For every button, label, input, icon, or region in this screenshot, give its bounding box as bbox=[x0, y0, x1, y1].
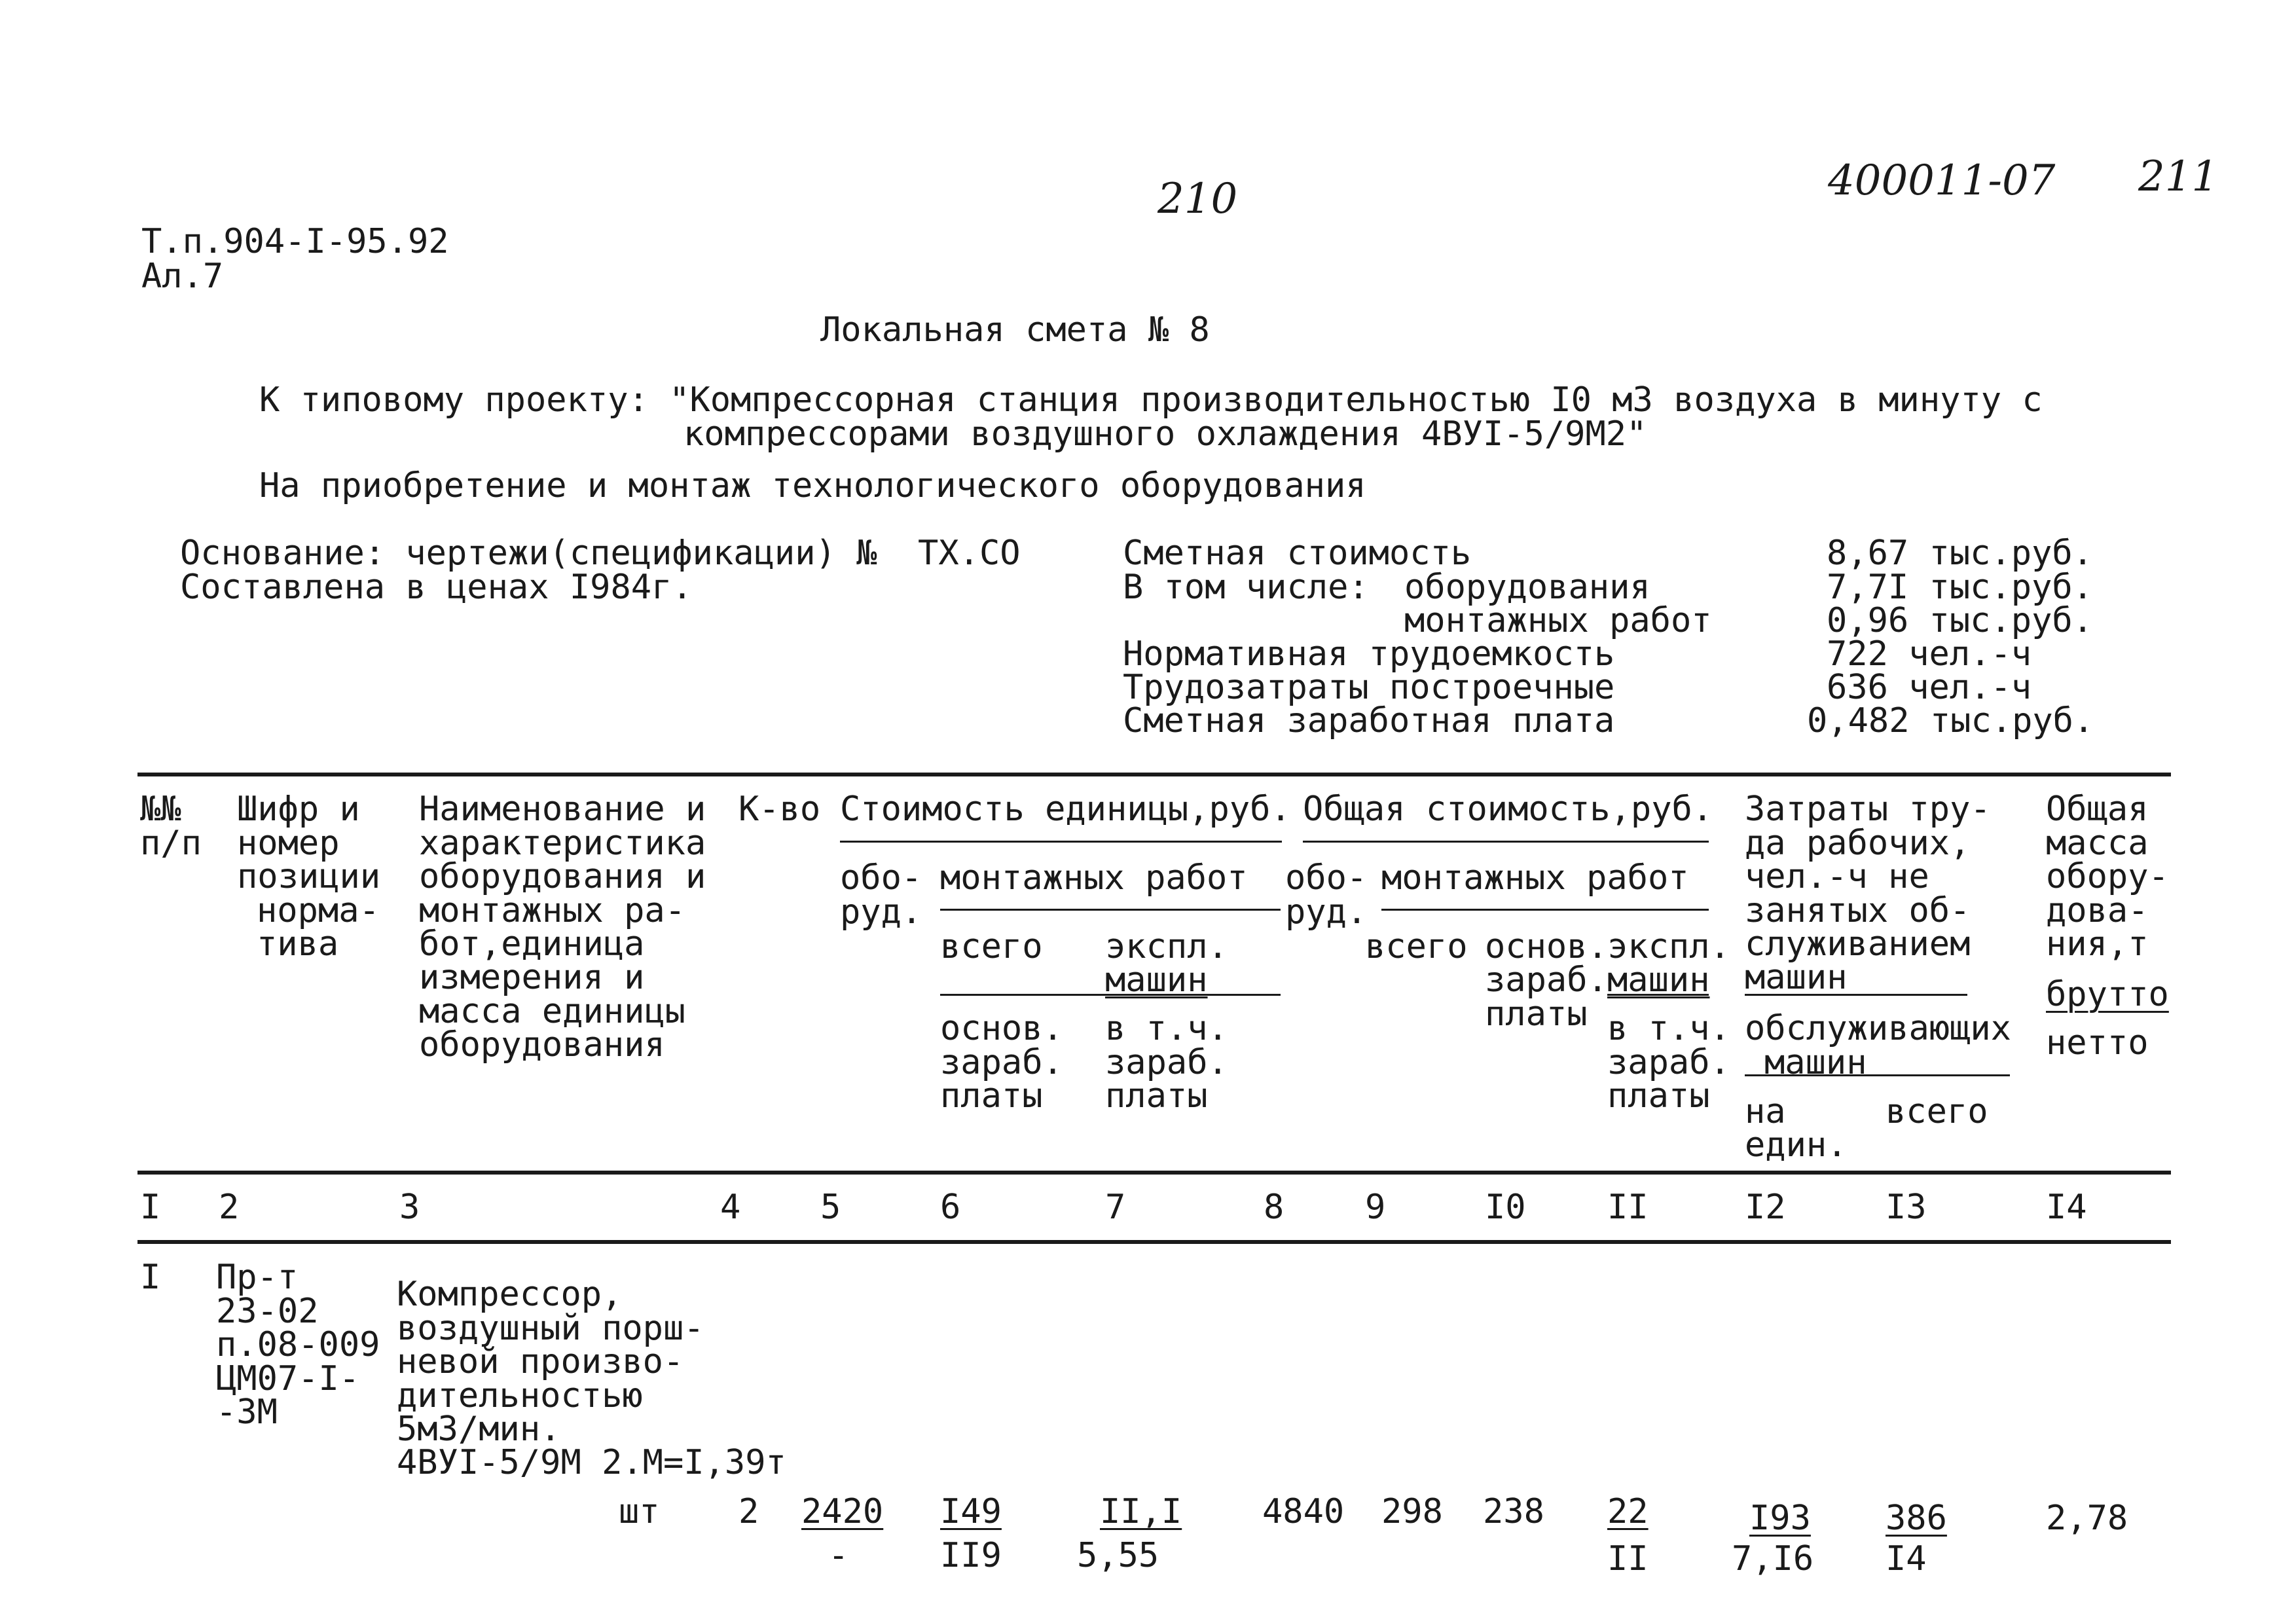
header-col3-line6: измерения и bbox=[419, 958, 645, 997]
header-exploit-1-line1: экспл. bbox=[1105, 927, 1228, 966]
summary-site-labor-value: 636 чел.-ч bbox=[1827, 668, 2032, 707]
summary-estimated-cost-value: 8,67 тыс.руб. bbox=[1827, 534, 2093, 573]
row-name-line6: 4ВУI-5/9М 2.М=I,39т bbox=[397, 1443, 786, 1482]
header-unit-cost: Стоимость единицы,руб. bbox=[840, 790, 1291, 829]
header-col2-line1: Шифр и bbox=[237, 790, 360, 829]
column-number-3: 3 bbox=[399, 1188, 420, 1227]
header-mass-line2: масса bbox=[2046, 824, 2149, 863]
row-code-line4: ЦМ07-I- bbox=[216, 1359, 360, 1398]
page-title: Локальная смета № 8 bbox=[820, 310, 1210, 350]
row-code-line5: -3М bbox=[216, 1393, 278, 1432]
header-labor-service-line1: обслуживающих bbox=[1745, 1009, 2011, 1048]
column-number-14: I4 bbox=[2046, 1188, 2087, 1227]
header-col3-line5: бот,единица bbox=[419, 924, 645, 964]
column-numbers-rule bbox=[137, 1240, 2171, 1244]
project-line-2: компрессорами воздушного охлаждения 4ВУI-5/9М2" bbox=[683, 414, 1647, 454]
row-name-line1: Компрессор, bbox=[397, 1275, 623, 1314]
row-labor-per-unit-sub: 7,I6 bbox=[1732, 1539, 1814, 1578]
header-bottom-rule bbox=[137, 1171, 2171, 1175]
header-incl-wage-2-line2: зараб. bbox=[1607, 1043, 1730, 1082]
header-mass-line1: Общая bbox=[2046, 790, 2149, 829]
column-number-6: 6 bbox=[940, 1188, 961, 1227]
header-equip-2-line1: обо- bbox=[1285, 858, 1368, 898]
summary-wages-value: 0,482 тыс.руб. bbox=[1807, 701, 2094, 740]
row-name-line5: 5м3/мин. bbox=[397, 1410, 561, 1449]
row-exploit-wage-total: II bbox=[1607, 1539, 1649, 1578]
header-install-works-1: монтажных работ bbox=[940, 858, 1248, 898]
row-exploit-total: 22 bbox=[1607, 1492, 1649, 1531]
purpose-line: На приобретение и монтаж технологического оборудования bbox=[259, 466, 1366, 505]
doc-reference: Т.п.904-I-95.92 bbox=[141, 222, 449, 261]
header-col3-line1: Наименование и bbox=[419, 790, 706, 829]
header-incl-wage-1-line2: зараб. bbox=[1105, 1043, 1228, 1082]
row-labor-per-unit: I93 bbox=[1749, 1499, 1811, 1538]
column-number-5: 5 bbox=[820, 1188, 841, 1227]
header-per-unit-line1: на bbox=[1745, 1092, 1786, 1131]
header-equip-2-line2: руд. bbox=[1285, 892, 1368, 932]
header-labor-line4: занятых об- bbox=[1745, 891, 1971, 930]
header-col2-line3: позиции bbox=[237, 857, 381, 896]
row-exploit-wage: 5,55 bbox=[1077, 1536, 1159, 1575]
basis-line-2: Составлена в ценах I984г. bbox=[180, 568, 693, 607]
column-number-8: 8 bbox=[1264, 1188, 1285, 1227]
row-labor-total-sub: I4 bbox=[1886, 1539, 1927, 1578]
header-col3-line2: характеристика bbox=[419, 824, 706, 863]
header-total-cost: Общая стоимость,руб. bbox=[1303, 790, 1713, 829]
header-total-2: всего bbox=[1365, 927, 1468, 966]
row-code-line2: 23-02 bbox=[216, 1292, 319, 1331]
header-install-works-2: монтажных работ bbox=[1381, 858, 1689, 898]
table-top-rule bbox=[137, 773, 2171, 776]
basis-line-1: Основание: чертежи(спецификации) № ТХ.СО bbox=[180, 534, 1021, 573]
summary-equipment-value: 7,7I тыс.руб. bbox=[1827, 568, 2093, 607]
row-name-line4: дительностью bbox=[397, 1376, 643, 1415]
summary-installation-value: 0,96 тыс.руб. bbox=[1827, 601, 2093, 640]
column-number-10: I0 bbox=[1485, 1188, 1526, 1227]
summary-equipment-label: оборудования bbox=[1404, 568, 1650, 607]
handwritten-sheet-number: 211 bbox=[2138, 153, 2219, 201]
row-code-line3: п.08-009 bbox=[216, 1325, 380, 1364]
header-labor-service-line2: машин bbox=[1764, 1043, 1867, 1082]
header-incl-wage-2-line1: в т.ч. bbox=[1607, 1009, 1730, 1048]
row-labor-total: 386 bbox=[1886, 1499, 1947, 1538]
column-number-9: 9 bbox=[1365, 1188, 1386, 1227]
row-code-line1: Пр-т bbox=[216, 1258, 299, 1297]
header-labor-line5: служиванием bbox=[1745, 924, 1971, 964]
column-number-2: 2 bbox=[219, 1188, 240, 1227]
header-labor-line1: Затраты тру- bbox=[1745, 790, 1991, 829]
project-line-1: К типовому проекту: "Компрессорная станция производительностью I0 м3 воздуха в минуту с bbox=[259, 380, 2043, 420]
header-labor-line2: да рабочих, bbox=[1745, 824, 1971, 863]
header-col2-line2: номер bbox=[237, 824, 340, 863]
header-incl-wage-1-line1: в т.ч. bbox=[1105, 1009, 1228, 1048]
header-labor-line6: машин bbox=[1745, 958, 1848, 997]
row-name-line2: воздушный порш- bbox=[397, 1309, 704, 1348]
row-mass: 2,78 bbox=[2046, 1499, 2128, 1538]
header-mass-line4: дова- bbox=[2046, 891, 2149, 930]
header-quantity: К-во bbox=[738, 790, 821, 829]
header-mass-line5: ния,т bbox=[2046, 924, 2149, 964]
row-equip-unit-cost: 2420 bbox=[801, 1492, 884, 1531]
header-col1-line1: №№ bbox=[140, 790, 181, 829]
summary-installation-label: монтажных работ bbox=[1404, 601, 1712, 640]
header-col3-line8: оборудования bbox=[419, 1025, 665, 1065]
header-labor-total: всего bbox=[1886, 1092, 1988, 1131]
summary-normative-labor-label: Нормативная трудоемкость bbox=[1123, 634, 1615, 674]
header-exploit-2-line2: машин bbox=[1607, 960, 1710, 1000]
row-base-wage-total: 238 bbox=[1483, 1492, 1544, 1531]
summary-estimated-cost-label: Сметная стоимость bbox=[1123, 534, 1472, 573]
row-unit: шт bbox=[619, 1492, 660, 1531]
header-col2-line4: норма- bbox=[257, 891, 380, 930]
header-col3-line4: монтажных ра- bbox=[419, 891, 685, 930]
row-name-line3: невой произво- bbox=[397, 1342, 684, 1381]
install-works-rule-1 bbox=[940, 909, 1281, 911]
install-works-rule-2 bbox=[1381, 909, 1709, 911]
header-exploit-2-line1: экспл. bbox=[1607, 927, 1730, 966]
handwritten-project-code: 400011-07 bbox=[1828, 156, 2056, 205]
column-number-13: I3 bbox=[1886, 1188, 1927, 1227]
header-base-wage-2-line2: зараб. bbox=[1485, 960, 1608, 1000]
header-labor-line3: чел.-ч не bbox=[1745, 857, 1929, 896]
total-cost-rule bbox=[1303, 841, 1709, 843]
header-base-wage-2-line3: платы bbox=[1485, 994, 1588, 1034]
column-number-4: 4 bbox=[720, 1188, 741, 1227]
row-install-total-sum: 298 bbox=[1381, 1492, 1443, 1531]
summary-including-label: В том числе: bbox=[1123, 568, 1369, 607]
row-quantity: 2 bbox=[738, 1492, 759, 1531]
header-exploit-1-line2: машин bbox=[1105, 960, 1208, 1000]
summary-wages-label: Сметная заработная плата bbox=[1123, 701, 1615, 740]
summary-site-labor-label: Трудозатраты построечные bbox=[1123, 668, 1615, 707]
header-col2-line5: тива bbox=[257, 924, 339, 964]
header-equip-1-line2: руд. bbox=[840, 892, 922, 932]
row-install-total: I49 bbox=[940, 1492, 1002, 1531]
row-exploit-machines: II,I bbox=[1100, 1492, 1182, 1531]
header-incl-wage-2-line3: платы bbox=[1607, 1076, 1710, 1116]
column-number-7: 7 bbox=[1105, 1188, 1126, 1227]
row-equip-unit-cost-sub: - bbox=[828, 1536, 849, 1575]
header-total-1: всего bbox=[940, 927, 1043, 966]
header-mass-line3: обору- bbox=[2046, 857, 2169, 896]
header-base-wage-1-line1: основ. bbox=[940, 1009, 1063, 1048]
column-number-11: II bbox=[1607, 1188, 1649, 1227]
unit-cost-rule bbox=[840, 841, 1282, 843]
header-net: нетто bbox=[2046, 1023, 2149, 1063]
header-incl-wage-1-line3: платы bbox=[1105, 1076, 1208, 1116]
row-number: I bbox=[140, 1258, 161, 1297]
row-equip-total: 4840 bbox=[1262, 1492, 1345, 1531]
summary-normative-labor-value: 722 чел.-ч bbox=[1827, 634, 2032, 674]
header-col1-line2: п/п bbox=[140, 824, 202, 863]
header-base-wage-1-line3: платы bbox=[940, 1076, 1043, 1116]
album-number: Ал.7 bbox=[141, 257, 224, 296]
header-base-wage-2-line1: основ. bbox=[1485, 927, 1608, 966]
handwritten-page-number: 210 bbox=[1157, 175, 1238, 223]
column-number-1: I bbox=[140, 1188, 161, 1227]
header-base-wage-1-line2: зараб. bbox=[940, 1043, 1063, 1082]
header-gross: брутто bbox=[2046, 975, 2169, 1014]
header-equip-1-line1: обо- bbox=[840, 858, 922, 898]
header-col3-line3: оборудования и bbox=[419, 857, 706, 896]
row-install-base-wage: II9 bbox=[940, 1536, 1002, 1575]
column-number-12: I2 bbox=[1745, 1188, 1786, 1227]
header-col3-line7: масса единицы bbox=[419, 992, 685, 1031]
header-per-unit-line2: един. bbox=[1745, 1125, 1848, 1165]
